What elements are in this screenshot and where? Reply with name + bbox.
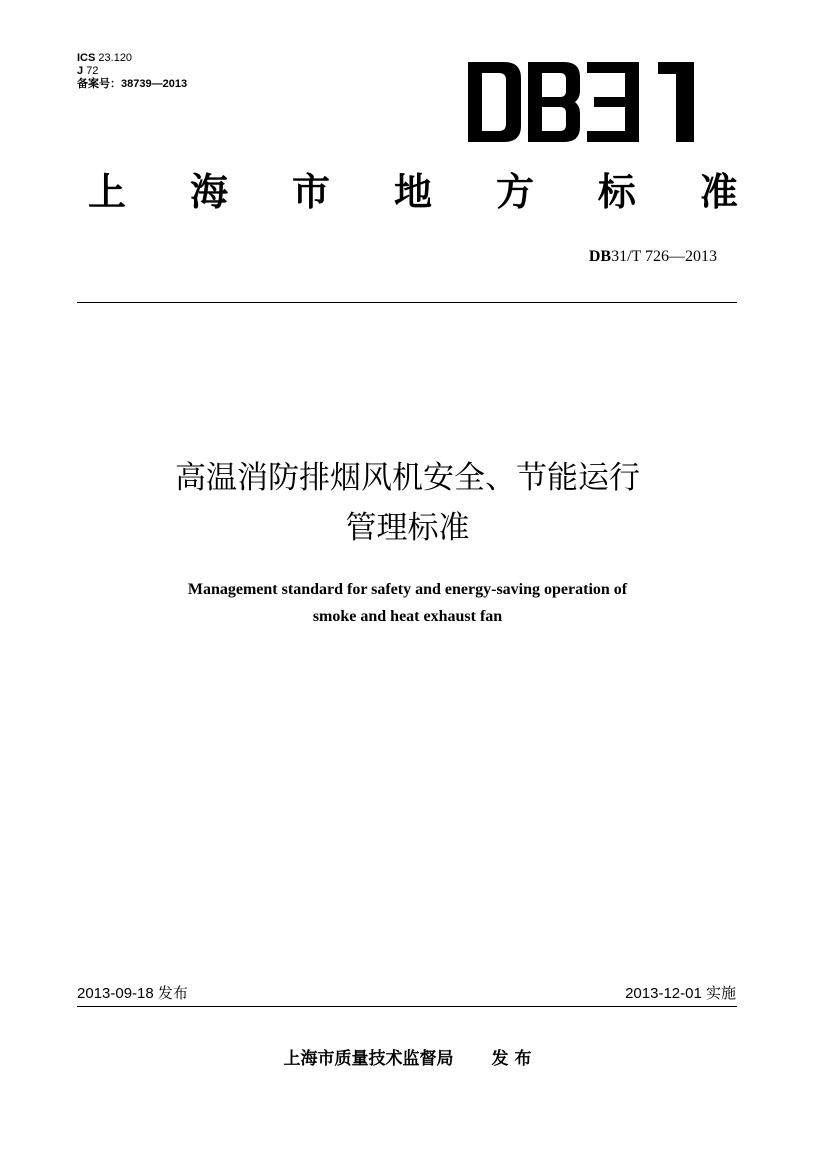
class-value: 72: [86, 65, 99, 77]
title-char: 地: [393, 170, 432, 214]
title-char: 上: [88, 170, 127, 214]
db31-logo: [468, 62, 694, 142]
record-number: 备案号：38739—2013: [77, 78, 188, 90]
document-title-cn-line1: 高温消防排烟风机安全、节能运行: [175, 460, 640, 496]
publisher-line: [0, 1048, 815, 1070]
document-title-en-line1: Management standard for safety and energy-saving operation of: [187, 581, 628, 598]
class-label: J: [77, 65, 84, 77]
classification-block: [77, 52, 187, 91]
standard-code: [589, 247, 717, 267]
title-char: 标: [597, 170, 636, 214]
code-prefix: DB: [588, 248, 612, 265]
class-line: [77, 65, 187, 78]
document-title-cn-line2: 管理标准: [345, 510, 470, 546]
ics-line: [77, 52, 187, 65]
top-divider: [77, 302, 737, 303]
document-title-en-line2: smoke and heat exhaust fan: [312, 608, 503, 625]
bottom-divider: [77, 1006, 737, 1007]
title-char: 市: [291, 170, 330, 214]
publisher-action: 发 布: [491, 1049, 532, 1069]
title-char: 海: [189, 170, 228, 214]
publisher-name: 上海市质量技术监督局: [283, 1049, 454, 1069]
ics-label: ICS: [77, 52, 96, 64]
title-char: 准: [699, 170, 738, 214]
standard-type-title: [88, 170, 738, 214]
ics-value: 23.120: [98, 52, 133, 64]
code-rest: 31/T 726—2013: [611, 248, 717, 265]
title-char: 方: [495, 170, 534, 214]
effective-date: 2013-12-01 实施: [625, 985, 736, 1002]
issue-date: 2013-09-18 发布: [77, 985, 188, 1002]
